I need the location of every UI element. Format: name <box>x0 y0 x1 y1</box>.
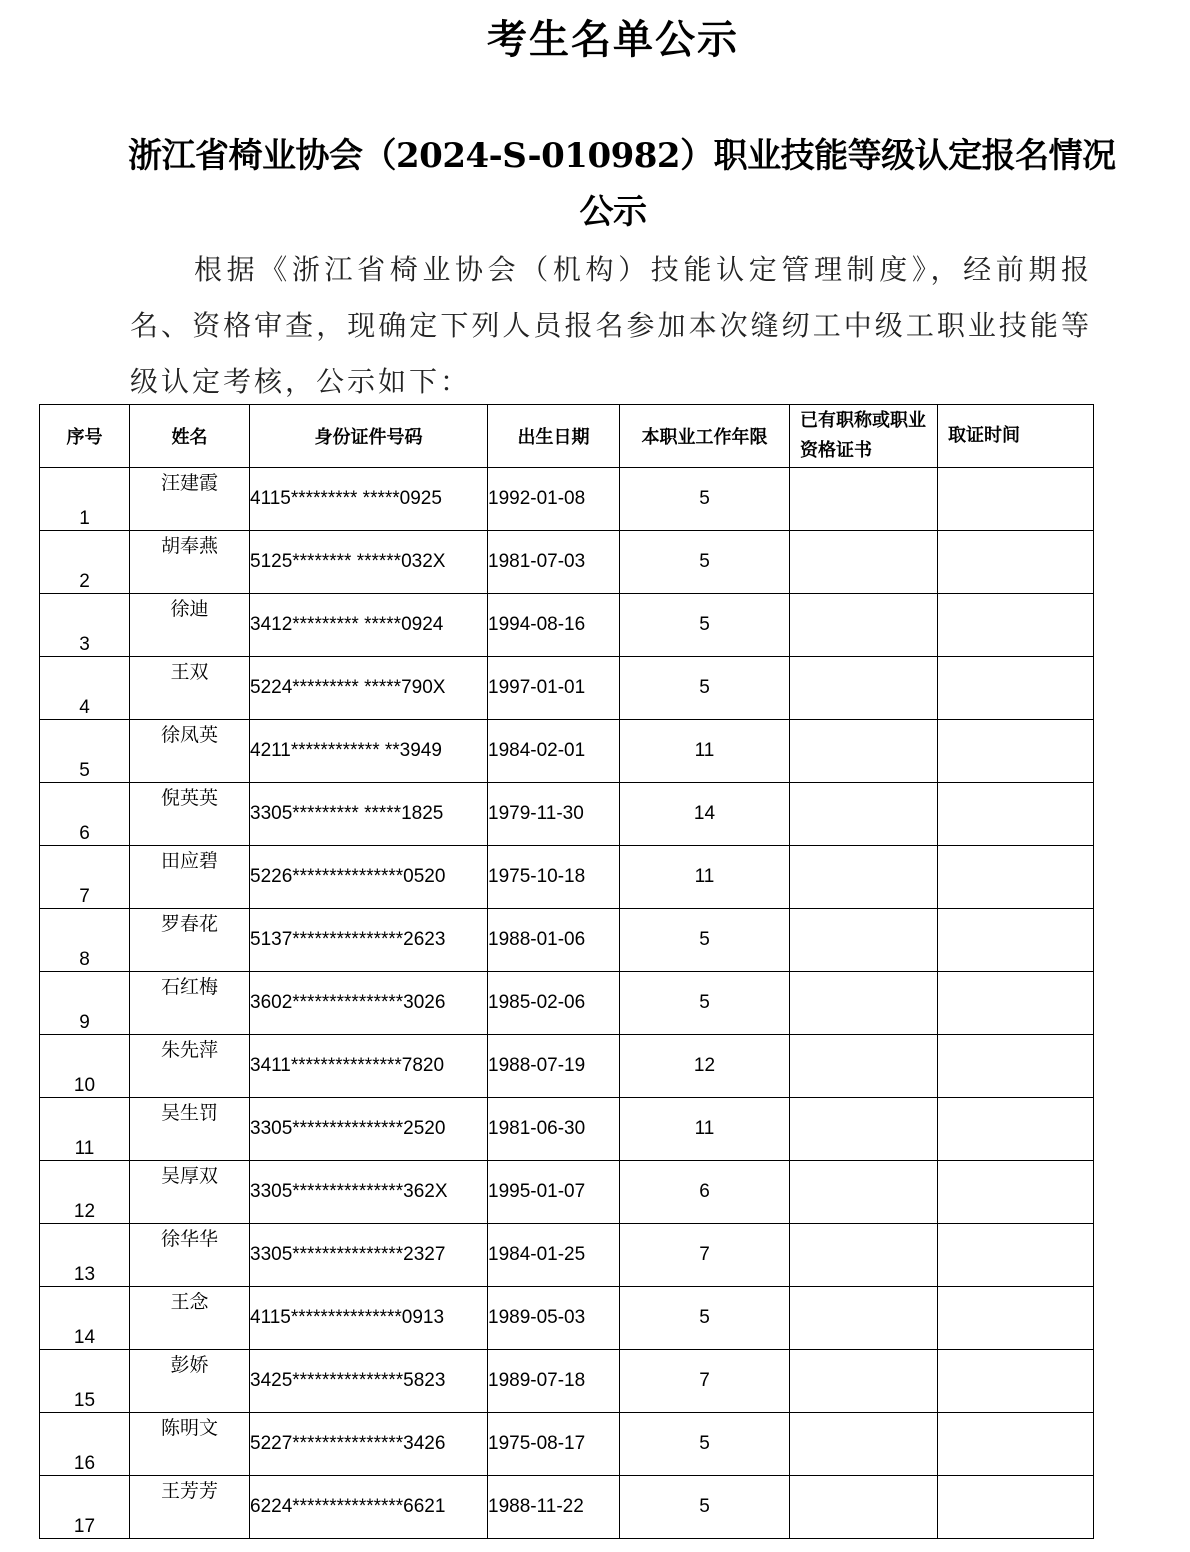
cell-birth-date: 1981-06-30 <box>488 1098 620 1161</box>
cell-seq: 1 <box>40 468 130 531</box>
cell-work-years: 5 <box>620 972 790 1035</box>
cell-name: 彭娇 <box>130 1350 250 1413</box>
cell-name: 徐凤英 <box>130 720 250 783</box>
cell-certificate-time <box>938 1350 1094 1413</box>
cell-id-number: 3305***************2520 <box>250 1098 488 1161</box>
cell-birth-date: 1984-02-01 <box>488 720 620 783</box>
cell-seq: 3 <box>40 594 130 657</box>
table-body <box>40 468 1094 1539</box>
cell-id-number: 5137***************2623 <box>250 909 488 972</box>
cell-certificate <box>790 720 938 783</box>
cell-certificate-time <box>938 1035 1094 1098</box>
cell-certificate <box>790 1287 938 1350</box>
table-row <box>40 909 1094 972</box>
table-row <box>40 1413 1094 1476</box>
cell-id-number: 5226***************0520 <box>250 846 488 909</box>
cell-certificate-time <box>938 909 1094 972</box>
cell-id-number: 5224********* *****790X <box>250 657 488 720</box>
table-row <box>40 1035 1094 1098</box>
cell-certificate <box>790 1035 938 1098</box>
cell-name: 汪建霞 <box>130 468 250 531</box>
cell-work-years: 14 <box>620 783 790 846</box>
cell-name: 吴生罚 <box>130 1098 250 1161</box>
cell-certificate <box>790 1224 938 1287</box>
cell-certificate-time <box>938 846 1094 909</box>
intro-paragraph: 根据《浙江省椅业协会（机构）技能认定管理制度》，经前期报名、资格审查，现确定下列人员报名参加本次缝纫工中级工职业技能等级认定考核，公示如下： <box>130 253 1092 398</box>
cell-seq: 11 <box>40 1098 130 1161</box>
cell-seq: 15 <box>40 1350 130 1413</box>
table-row <box>40 594 1094 657</box>
cell-seq: 16 <box>40 1413 130 1476</box>
cell-name: 朱先萍 <box>130 1035 250 1098</box>
cell-id-number: 5125******** ******032X <box>250 531 488 594</box>
page-title: 考生名单公示 <box>487 16 739 63</box>
announcement-subtitle <box>128 128 1116 240</box>
table-row <box>40 1098 1094 1161</box>
cell-name: 倪英英 <box>130 783 250 846</box>
table-row <box>40 846 1094 909</box>
cell-certificate <box>790 972 938 1035</box>
cell-certificate-time <box>938 720 1094 783</box>
table-row <box>40 1287 1094 1350</box>
cell-work-years: 5 <box>620 657 790 720</box>
cell-seq: 12 <box>40 1161 130 1224</box>
cell-work-years: 5 <box>620 468 790 531</box>
cell-work-years: 11 <box>620 846 790 909</box>
cell-name: 吴厚双 <box>130 1161 250 1224</box>
cell-certificate <box>790 909 938 972</box>
cell-id-number: 3305***************362X <box>250 1161 488 1224</box>
cell-certificate-time <box>938 657 1094 720</box>
cell-birth-date: 1989-07-18 <box>488 1350 620 1413</box>
cell-certificate <box>790 1350 938 1413</box>
subtitle-line-1: 浙江省椅业协会（2024-S-010982）职业技能等级认定报名情况 <box>128 136 1116 176</box>
cell-name: 石红梅 <box>130 972 250 1035</box>
cell-birth-date: 1981-07-03 <box>488 531 620 594</box>
cell-id-number: 3305***************2327 <box>250 1224 488 1287</box>
cell-name: 王芳芳 <box>130 1476 250 1539</box>
cell-id-number: 3412********* *****0924 <box>250 594 488 657</box>
cell-certificate <box>790 657 938 720</box>
header-seq: 序号 <box>40 405 130 468</box>
cell-certificate <box>790 594 938 657</box>
cell-seq: 6 <box>40 783 130 846</box>
cell-birth-date: 1995-01-07 <box>488 1161 620 1224</box>
cell-birth-date: 1985-02-06 <box>488 972 620 1035</box>
cell-seq: 14 <box>40 1287 130 1350</box>
cell-birth-date: 1989-05-03 <box>488 1287 620 1350</box>
cell-work-years: 5 <box>620 1287 790 1350</box>
header-birth-date: 出生日期 <box>488 405 620 468</box>
header-certificate: 已有职称或职业资格证书 <box>790 405 938 468</box>
table-row <box>40 1476 1094 1539</box>
table-header-row <box>40 405 1094 468</box>
cell-id-number: 4211************ **3949 <box>250 720 488 783</box>
cell-id-number: 6224***************6621 <box>250 1476 488 1539</box>
cell-seq: 2 <box>40 531 130 594</box>
cell-certificate-time <box>938 1161 1094 1224</box>
cell-id-number: 4115********* *****0925 <box>250 468 488 531</box>
cell-birth-date: 1984-01-25 <box>488 1224 620 1287</box>
cell-work-years: 7 <box>620 1224 790 1287</box>
cell-seq: 4 <box>40 657 130 720</box>
header-id-number: 身份证件号码 <box>250 405 488 468</box>
cell-certificate <box>790 783 938 846</box>
cell-birth-date: 1988-11-22 <box>488 1476 620 1539</box>
cell-name: 徐迪 <box>130 594 250 657</box>
cell-work-years: 7 <box>620 1350 790 1413</box>
table-row <box>40 657 1094 720</box>
table-row <box>40 1350 1094 1413</box>
cell-work-years: 5 <box>620 909 790 972</box>
header-certificate-time: 取证时间 <box>938 405 1094 468</box>
cell-seq: 7 <box>40 846 130 909</box>
table-row <box>40 972 1094 1035</box>
cell-certificate <box>790 1476 938 1539</box>
cell-name: 胡奉燕 <box>130 531 250 594</box>
cell-name: 陈明文 <box>130 1413 250 1476</box>
cell-id-number: 3411***************7820 <box>250 1035 488 1098</box>
cell-seq: 9 <box>40 972 130 1035</box>
table-row <box>40 783 1094 846</box>
cell-work-years: 5 <box>620 1413 790 1476</box>
cell-work-years: 12 <box>620 1035 790 1098</box>
header-work-years: 本职业工作年限 <box>620 405 790 468</box>
header-name: 姓名 <box>130 405 250 468</box>
cell-certificate-time <box>938 972 1094 1035</box>
cell-name: 田应碧 <box>130 846 250 909</box>
cell-birth-date: 1994-08-16 <box>488 594 620 657</box>
cell-seq: 13 <box>40 1224 130 1287</box>
cell-certificate <box>790 468 938 531</box>
cell-certificate <box>790 531 938 594</box>
cell-certificate <box>790 1161 938 1224</box>
cell-work-years: 11 <box>620 720 790 783</box>
table-row <box>40 720 1094 783</box>
cell-certificate-time <box>938 594 1094 657</box>
cell-birth-date: 1992-01-08 <box>488 468 620 531</box>
cell-certificate-time <box>938 783 1094 846</box>
cell-name: 王念 <box>130 1287 250 1350</box>
cell-certificate-time <box>938 468 1094 531</box>
cell-birth-date: 1988-01-06 <box>488 909 620 972</box>
cell-id-number: 3425***************5823 <box>250 1350 488 1413</box>
cell-certificate-time <box>938 1224 1094 1287</box>
cell-work-years: 5 <box>620 531 790 594</box>
table-row <box>40 1161 1094 1224</box>
cell-birth-date: 1975-08-17 <box>488 1413 620 1476</box>
cell-id-number: 4115***************0913 <box>250 1287 488 1350</box>
cell-certificate <box>790 1413 938 1476</box>
cell-birth-date: 1979-11-30 <box>488 783 620 846</box>
cell-work-years: 5 <box>620 1476 790 1539</box>
cell-certificate-time <box>938 1413 1094 1476</box>
cell-certificate <box>790 846 938 909</box>
cell-seq: 5 <box>40 720 130 783</box>
cell-work-years: 11 <box>620 1098 790 1161</box>
cell-certificate-time <box>938 1287 1094 1350</box>
subtitle-line-2: 公示 <box>579 192 647 232</box>
cell-name: 徐华华 <box>130 1224 250 1287</box>
table-row <box>40 531 1094 594</box>
cell-certificate <box>790 1098 938 1161</box>
cell-birth-date: 1975-10-18 <box>488 846 620 909</box>
cell-birth-date: 1997-01-01 <box>488 657 620 720</box>
cell-seq: 8 <box>40 909 130 972</box>
cell-seq: 17 <box>40 1476 130 1539</box>
table-row <box>40 1224 1094 1287</box>
cell-name: 罗春花 <box>130 909 250 972</box>
cell-id-number: 3305********* *****1825 <box>250 783 488 846</box>
cell-certificate-time <box>938 1476 1094 1539</box>
cell-id-number: 3602***************3026 <box>250 972 488 1035</box>
cell-name: 王双 <box>130 657 250 720</box>
cell-work-years: 5 <box>620 594 790 657</box>
cell-id-number: 5227***************3426 <box>250 1413 488 1476</box>
cell-birth-date: 1988-07-19 <box>488 1035 620 1098</box>
cell-work-years: 6 <box>620 1161 790 1224</box>
cell-certificate-time <box>938 1098 1094 1161</box>
cell-certificate-time <box>938 531 1094 594</box>
candidate-table <box>39 404 1094 1539</box>
cell-seq: 10 <box>40 1035 130 1098</box>
table-row <box>40 468 1094 531</box>
